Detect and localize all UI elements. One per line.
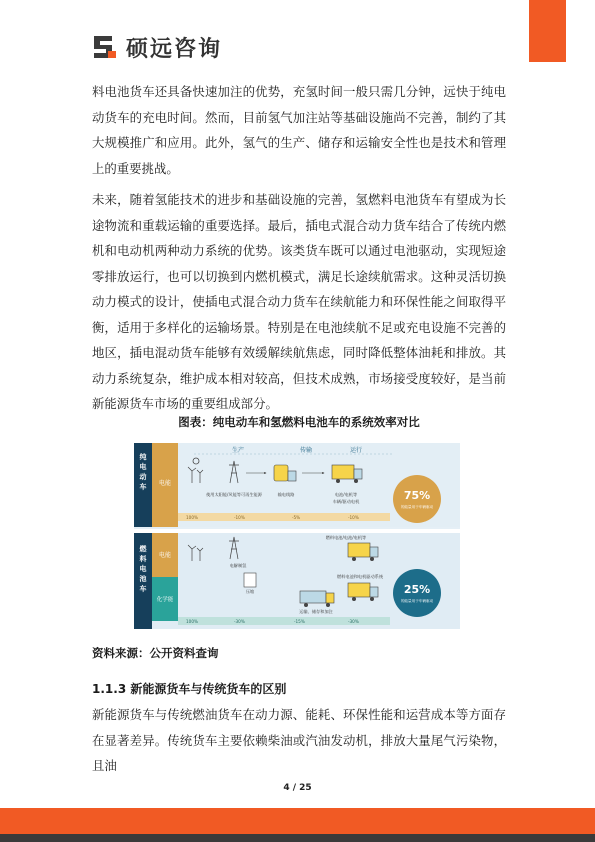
fcev-efficiency-value: 25%	[403, 583, 431, 596]
electrolyzer-icon	[244, 573, 256, 587]
brand-name: 硕远咨询	[126, 36, 223, 62]
paragraph-2: 未来，随着氢能技术的进步和基础设施的完善，氢燃料电池货车有望成为长途物流和重载运输的重要选择。最后，插电式混合动力货车结合了传统内燃机和电动机两种动力系统的优势。该类货车既可以通过电池驱动，实现短途零排放运行，也可以切换到内燃机模式，满足长途续航需求。这种灵活切换动力模式的设计，使插电式混合动力货车在续航能力和环保性能之间取得平衡，适用于多样化的运输场景。特别是在电池续航不足或充电设施不完善的地区，插电混动货车能够有效缓解续航焦虑，同时降低整体油耗和排放。其动力系统复杂，维护成本相对较高，但技术成熟，市场接受度较好，是当前新能源货车市场的重要组成部分。	[92, 192, 506, 411]
fcev-chem-label: 化学能	[156, 597, 174, 603]
footer-accent-bar	[0, 808, 595, 834]
figure-source: 资料来源：公开资料查询	[92, 646, 219, 660]
fcev-step-1: 电解制氢	[229, 563, 247, 568]
stage-label-operation: 运行	[349, 447, 363, 454]
fcev-loss-3: -30%	[348, 619, 359, 624]
efficiency-comparison-figure	[134, 443, 460, 629]
fcev-step-5: 燃料电池和电机驱动系统	[336, 574, 384, 579]
bev-step-3: 电池/电机等	[334, 492, 358, 497]
bev-loss-3: -10%	[348, 515, 359, 520]
section-heading	[92, 680, 286, 697]
bev-step-4: 车辆/驱动电机	[332, 499, 360, 504]
footer-dark-bar	[0, 834, 595, 842]
bev-side-label: 纯电动车	[139, 453, 147, 491]
bev-step-2: 输电线路	[277, 492, 295, 497]
bev-energy-label: 电能	[158, 480, 172, 487]
section-title: 新能源货车与传统货车的区别	[130, 682, 287, 696]
fcev-side-label: 燃料电池车	[139, 545, 147, 593]
fcev-percent-start: 100%	[186, 619, 198, 624]
figure-caption: 图表：纯电动车和氢燃料电池车的系统效率对比	[178, 415, 420, 429]
section-number: 1.1.3	[92, 682, 127, 696]
paragraph-1: 料电池货车还具备快速加注的优势，充氢时间一般只需几分钟，远快于纯电动货车的充电时间。然而，目前氢气加注站等基础设施尚不完善，制约了其大规模推广和应用。此外，氢气的生产、储存和运输安全性也是技术和管理上的重要挑战。	[92, 84, 506, 176]
bev-loss-1: -10%	[234, 515, 245, 520]
bev-step-1: 使用太阳能/风能等可再生能源	[206, 492, 262, 497]
section-paragraph: 新能源货车与传统燃油货车在动力源、能耗、环保性能和运营成本等方面存在显著差异。传统货车主要依赖柴油或汽油发动机，排放大量尾气污染物，且油	[92, 707, 506, 773]
fcev-step-2: 压缩	[245, 589, 255, 594]
brand-logo-icon	[92, 34, 118, 60]
bev-percent-start: 100%	[186, 515, 198, 520]
stage-label-production: 生产	[231, 447, 245, 454]
fcev-step-3: 运输、储存和加注	[299, 609, 333, 614]
bev-efficiency-value: 75%	[403, 489, 431, 502]
fcev-loss-2: -15%	[294, 619, 305, 624]
fcev-step-4: 燃料电池/电池/电机等	[325, 535, 367, 540]
page-number: 4 / 25	[283, 783, 312, 793]
bev-loss-2: -5%	[292, 515, 301, 520]
brand-logo	[92, 31, 222, 63]
fcev-energy-label: 电能	[158, 552, 172, 559]
fcev-loss-1: -30%	[234, 619, 245, 624]
bev-efficiency-note: 的能量用于车辆驱动	[400, 505, 434, 509]
fcev-efficiency-note: 的能量用于车辆驱动	[400, 599, 434, 603]
stage-label-transmission: 传输	[299, 447, 313, 454]
header-accent-bar	[529, 0, 566, 62]
